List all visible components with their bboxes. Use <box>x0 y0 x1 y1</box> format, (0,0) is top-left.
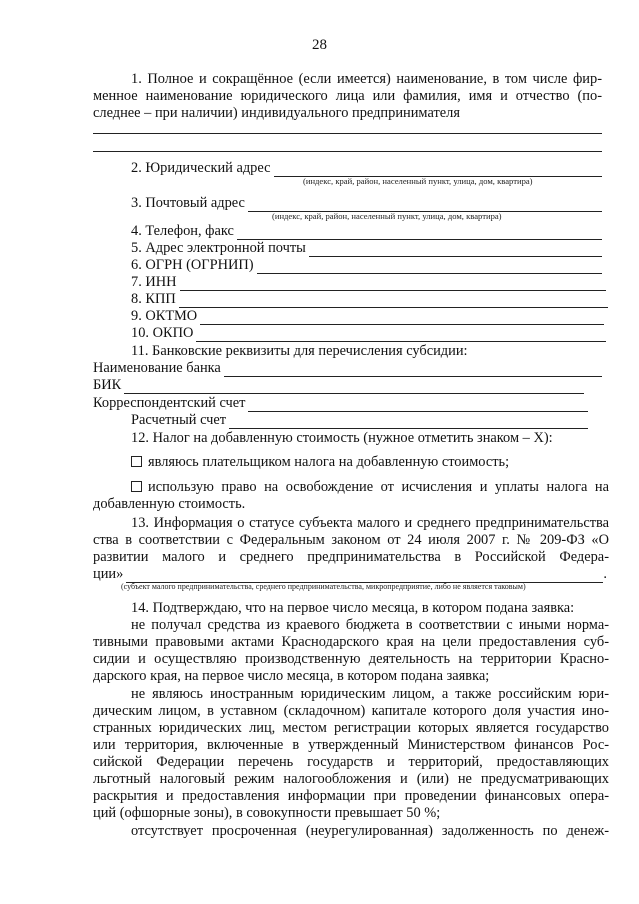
oktmo-field[interactable] <box>131 308 604 325</box>
name-blank-line-1[interactable] <box>93 133 602 134</box>
status-end: . <box>603 566 607 582</box>
postal-address-label: 3. Почтовый адрес <box>131 195 245 211</box>
status-field[interactable] <box>93 566 607 583</box>
p13-line-4: ции» <box>93 566 124 582</box>
p14b-line-6: льготный налоговый режим налогообложения и (или) не предусматривающих <box>93 771 609 787</box>
postal-address-hint: (индекс, край, район, населенный пункт, улица, дом, квартира) <box>272 211 502 221</box>
p14-heading: 14. Подтверждаю, что на первое число месяца, в котором подана заявка: <box>131 600 575 616</box>
p1-line-3: следнее – при наличии) индивидуального предпринимателя <box>93 105 460 121</box>
vat-option-2-line-2: добавленную стоимость. <box>93 496 246 512</box>
kpp-label: 8. КПП <box>131 291 176 307</box>
ogrn-blank[interactable] <box>257 260 602 274</box>
bank-name-field[interactable] <box>93 360 602 377</box>
bank-name-blank[interactable] <box>224 363 602 377</box>
p1-line-2: менное наименование юридического лица или фамилия, имя и отчество (по- <box>93 88 602 104</box>
email-label: 5. Адрес электронной почты <box>131 240 306 256</box>
email-blank[interactable] <box>309 243 602 257</box>
p14c-line-1: отсутствует просроченная (неурегулированная) задолженность по денеж- <box>131 823 609 839</box>
p14b-line-2: дическим лицом, в уставном (складочном) капитале которого доля участия ино- <box>93 703 609 719</box>
vat-option-1[interactable] <box>131 454 509 471</box>
postal-address-field[interactable] <box>131 195 602 212</box>
p14a-line-1: не получал средства из краевого бюджета в соответствии с иными норма- <box>131 617 609 633</box>
vat-exemption-checkbox[interactable] <box>131 481 142 492</box>
p14b-line-7: раскрытия и предоставления информации при проведении финансовых опера- <box>93 788 609 804</box>
page-number: 28 <box>312 37 327 53</box>
phone-field[interactable] <box>131 223 602 240</box>
status-blank[interactable] <box>126 569 603 583</box>
phone-blank[interactable] <box>237 226 602 240</box>
postal-address-blank[interactable] <box>248 198 602 212</box>
corr-account-blank[interactable] <box>248 398 588 412</box>
p13-line-3: развитии малого и среднего предпринимательства в Российской Федера- <box>93 549 609 565</box>
settlement-account-blank[interactable] <box>229 415 588 429</box>
inn-label: 7. ИНН <box>131 274 177 290</box>
p14a-line-4: дарского края, на первое число месяца, в котором подана заявка; <box>93 668 490 684</box>
p14a-line-3: сидии и осуществляю производственную деятельность на территории Красно- <box>93 651 609 667</box>
legal-address-label: 2. Юридический адрес <box>131 160 271 176</box>
kpp-blank[interactable] <box>179 294 608 308</box>
legal-address-hint: (индекс, край, район, населенный пункт, улица, дом, квартира) <box>303 176 533 186</box>
vat-option-1-label: являюсь плательщиком налога на добавленную стоимость; <box>148 454 510 470</box>
p14b-line-5: сийской Федерации перечень государств и территорий, предоставляющих <box>93 754 609 770</box>
p14b-line-8: ций (офшорные зоны), в совокупности превышает 50 %; <box>93 805 441 821</box>
inn-blank[interactable] <box>180 277 606 291</box>
legal-address-blank[interactable] <box>274 163 602 177</box>
bank-name-label: Наименование банка <box>93 360 221 376</box>
bik-field[interactable] <box>93 377 584 394</box>
settlement-account-field[interactable] <box>131 412 588 429</box>
vat-payer-checkbox[interactable] <box>131 456 142 467</box>
p13-line-1: 13. Информация о статусе субъекта малого и среднего предпринимательства <box>131 515 609 531</box>
ogrn-label: 6. ОГРН (ОГРНИП) <box>131 257 254 273</box>
oktmo-label: 9. ОКТМО <box>131 308 198 324</box>
corr-account-field[interactable] <box>93 395 588 412</box>
bik-label: БИК <box>93 377 122 393</box>
kpp-field[interactable] <box>131 291 608 308</box>
corr-account-label: Корреспондентский счет <box>93 395 246 411</box>
p13-line-2: ства в соответствии с Федеральным законом от 24 июля 2007 г. № 209-ФЗ «О <box>93 532 609 548</box>
name-blank-line-2[interactable] <box>93 151 602 152</box>
phone-label: 4. Телефон, факс <box>131 223 234 239</box>
bik-blank[interactable] <box>124 380 584 394</box>
p14b-line-3: странных юридических лиц, местом регистрации которых является государство <box>93 720 609 736</box>
bank-heading: 11. Банковские реквизиты для перечисления субсидии: <box>131 343 468 359</box>
okpo-label: 10. ОКПО <box>131 325 194 341</box>
vat-heading: 12. Налог на добавленную стоимость (нужное отметить знаком – Х): <box>131 430 553 446</box>
vat-option-2[interactable] <box>131 479 609 496</box>
inn-field[interactable] <box>131 274 606 291</box>
legal-address-field[interactable] <box>131 160 602 177</box>
p14b-line-4: или территория, включенные в утвержденный Министерством финансов Рос- <box>93 737 609 753</box>
email-field[interactable] <box>131 240 602 257</box>
okpo-field[interactable] <box>131 325 606 342</box>
ogrn-field[interactable] <box>131 257 602 274</box>
okpo-blank[interactable] <box>196 328 606 342</box>
p14a-line-2: тивными правовыми актами Краснодарского края на цели предоставления суб- <box>93 634 609 650</box>
p14b-line-1: не являюсь иностранным юридическим лицом, а также российским юри- <box>131 686 609 702</box>
settlement-account-label: Расчетный счет <box>131 412 227 428</box>
oktmo-blank[interactable] <box>200 311 604 325</box>
p1-line-1: 1. Полное и сокращённое (если имеется) наименование, в том числе фир- <box>131 71 602 87</box>
vat-option-2-line-1: использую право на освобождение от исчисления и уплаты налога на <box>148 479 609 495</box>
status-hint: (субъект малого предпринимательства, среднего предпринимательства, микропредприятие, либо не является таковым) <box>121 582 526 591</box>
